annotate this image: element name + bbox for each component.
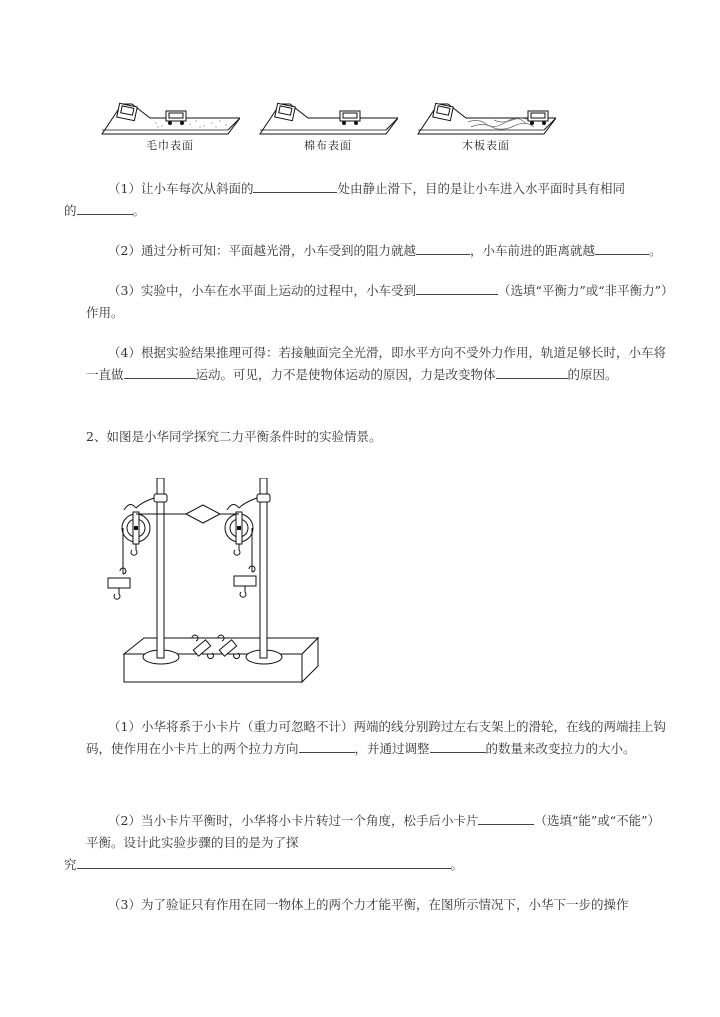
q1-part1: （1）让小车每次从斜面的 处由静止滑下，目的是让小车进入水平面时具有相同 的 。 (64, 181, 625, 218)
answer-blank[interactable] (416, 281, 498, 295)
q2-part2: （2）当小卡片平衡时，小华将小卡片转过一个角度，松手后小卡片 （选填“能”或“不能”）平衡。设计此实验步骤的目的是为了探 究 。 (64, 813, 661, 872)
answer-blank[interactable] (416, 241, 470, 255)
answer-blank[interactable] (124, 365, 196, 379)
answer-blank[interactable] (253, 179, 337, 193)
towel-incline-diagram (100, 96, 240, 136)
q2-heading: 2、如图是小华同学探究二力平衡条件时的实验情景。 (86, 429, 382, 444)
answer-blank[interactable] (595, 241, 649, 255)
q1-part3: （3）实验中，小车在水平面上运动的过程中，小车受到 （选填“平衡力”或“非平衡力”）作用。 (86, 283, 668, 320)
force-balance-apparatus (104, 478, 324, 696)
cotton-incline-diagram (258, 96, 398, 136)
incline-figures (100, 96, 560, 158)
wood-incline-diagram (416, 96, 556, 136)
figure-caption: 毛巾表面 (146, 139, 194, 152)
q1-part2: （2）通过分析可知：平面越光滑，小车受到的阻力就越 ，小车前进的距离就越 。 (108, 243, 662, 258)
q1-part4: （4）根据实验结果推理可得：若接触面完全光滑，即水平方向不受外力作用，轨道足够长时，小车将一直做 运动。可见，力不是使物体运动的原因，力是改变物体 的原因。 (86, 345, 666, 382)
apparatus-diagram (104, 478, 324, 696)
answer-blank[interactable] (77, 855, 451, 869)
q2-part3: （3）为了验证只有作用在同一物体上的两个力才能平衡，在图所示情况下，小华下一步的操作 (108, 897, 629, 912)
q2-part1: （1）小华将系于小卡片（重力可忽略不计）两端的线分别跨过左右支架上的滑轮，在线的两端挂上钩码，使作用在小卡片上的两个拉力方向 ，并通过调整 的数量来改变拉力的大小。 (86, 719, 666, 756)
answer-blank[interactable] (430, 739, 486, 753)
answer-blank[interactable] (496, 365, 568, 379)
figure-cotton-surface (258, 96, 398, 158)
answer-blank[interactable] (77, 201, 133, 215)
figure-caption: 棉布表面 (304, 139, 352, 152)
answer-blank[interactable] (478, 811, 534, 825)
figure-caption: 木板表面 (462, 139, 510, 152)
figure-wood-surface (416, 96, 556, 158)
figure-towel-surface (100, 96, 240, 158)
answer-blank[interactable] (299, 739, 355, 753)
